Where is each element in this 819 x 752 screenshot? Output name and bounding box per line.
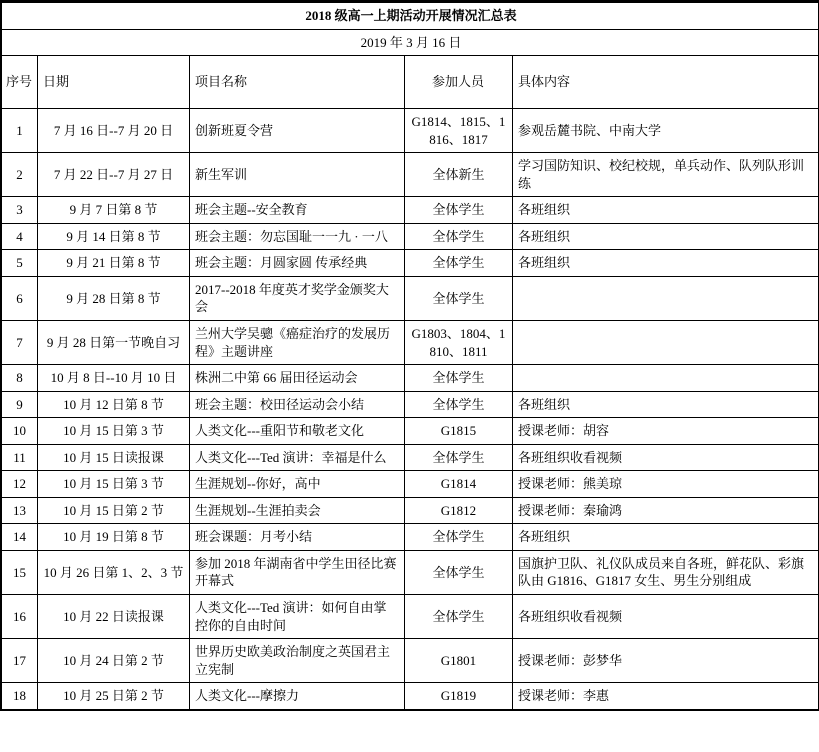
cell-detail: 授课老师：胡容 <box>513 418 819 445</box>
table-row <box>2 223 819 250</box>
cell-people: 全体学生 <box>405 444 513 471</box>
cell-num: 12 <box>2 471 38 498</box>
column-header-people: 参加人员 <box>405 56 513 109</box>
cell-date: 7 月 16 日--7 月 20 日 <box>38 109 190 153</box>
cell-project: 新生军训 <box>190 153 405 197</box>
cell-date: 10 月 15 日第 3 节 <box>38 418 190 445</box>
cell-date: 10 月 12 日第 8 节 <box>38 391 190 418</box>
cell-date: 7 月 22 日--7 月 27 日 <box>38 153 190 197</box>
cell-people: G1812 <box>405 497 513 524</box>
cell-people: 全体学生 <box>405 391 513 418</box>
cell-date: 10 月 15 日读报课 <box>38 444 190 471</box>
table-row <box>2 418 819 445</box>
cell-detail: 授课老师：李惠 <box>513 683 819 710</box>
cell-num: 9 <box>2 391 38 418</box>
cell-detail <box>513 276 819 320</box>
cell-people: G1801 <box>405 639 513 683</box>
cell-detail <box>513 365 819 392</box>
cell-num: 2 <box>2 153 38 197</box>
table-body <box>2 3 819 710</box>
cell-date: 10 月 22 日读报课 <box>38 595 190 639</box>
cell-detail: 国旗护卫队、礼仪队成员来自各班，鲜花队、彩旗队由 G1816、G1817 女生、男生分别组成 <box>513 550 819 594</box>
table-row <box>2 109 819 153</box>
cell-people: 全体学生 <box>405 365 513 392</box>
cell-num: 16 <box>2 595 38 639</box>
cell-project: 兰州大学吴骢《癌症治疗的发展历程》主题讲座 <box>190 321 405 365</box>
cell-project: 世界历史欧美政治制度之英国君主立宪制 <box>190 639 405 683</box>
cell-project: 人类文化---Ted 演讲：幸福是什么 <box>190 444 405 471</box>
cell-project: 人类文化---摩擦力 <box>190 683 405 710</box>
column-header-date: 日期 <box>38 56 190 109</box>
cell-detail: 授课老师：熊美琼 <box>513 471 819 498</box>
cell-project: 生涯规划--生涯拍卖会 <box>190 497 405 524</box>
cell-project: 参加 2018 年湖南省中学生田径比赛开幕式 <box>190 550 405 594</box>
cell-project: 株洲二中第 66 届田径运动会 <box>190 365 405 392</box>
activity-table <box>1 2 819 710</box>
table-row <box>2 365 819 392</box>
cell-project: 班会主题：勿忘国耻一一九 · 一八 <box>190 223 405 250</box>
cell-detail: 各班组织 <box>513 524 819 551</box>
cell-project: 人类文化---重阳节和敬老文化 <box>190 418 405 445</box>
cell-detail: 各班组织 <box>513 223 819 250</box>
table-row <box>2 524 819 551</box>
column-header-project: 项目名称 <box>190 56 405 109</box>
table-row <box>2 595 819 639</box>
cell-detail: 授课老师：彭梦华 <box>513 639 819 683</box>
cell-num: 10 <box>2 418 38 445</box>
cell-project: 创新班夏令营 <box>190 109 405 153</box>
cell-detail: 学习国防知识、校纪校规，单兵动作、队列队形训练 <box>513 153 819 197</box>
cell-detail: 授课老师：秦瑜鸿 <box>513 497 819 524</box>
document-date: 2019 年 3 月 16 日 <box>2 29 819 56</box>
cell-date: 10 月 24 日第 2 节 <box>38 639 190 683</box>
cell-num: 6 <box>2 276 38 320</box>
title-row <box>2 3 819 30</box>
table-row <box>2 639 819 683</box>
cell-project: 班会课题：月考小结 <box>190 524 405 551</box>
cell-people: 全体学生 <box>405 595 513 639</box>
cell-num: 4 <box>2 223 38 250</box>
table-row <box>2 276 819 320</box>
table-header-row <box>2 56 819 109</box>
cell-project: 班会主题--安全教育 <box>190 197 405 224</box>
table-row <box>2 250 819 277</box>
cell-people: 全体学生 <box>405 223 513 250</box>
cell-date: 10 月 25 日第 2 节 <box>38 683 190 710</box>
cell-date: 10 月 26 日第 1、2、3 节 <box>38 550 190 594</box>
cell-people: G1814、1815、1816、1817 <box>405 109 513 153</box>
cell-detail: 各班组织收看视频 <box>513 595 819 639</box>
cell-detail: 各班组织 <box>513 250 819 277</box>
cell-project: 班会主题：校田径运动会小结 <box>190 391 405 418</box>
cell-people: 全体学生 <box>405 197 513 224</box>
cell-num: 14 <box>2 524 38 551</box>
cell-detail <box>513 321 819 365</box>
table-row <box>2 321 819 365</box>
cell-date: 10 月 8 日--10 月 10 日 <box>38 365 190 392</box>
cell-date: 9 月 28 日第一节晚自习 <box>38 321 190 365</box>
cell-detail: 各班组织 <box>513 197 819 224</box>
cell-num: 18 <box>2 683 38 710</box>
table-row <box>2 444 819 471</box>
cell-detail: 各班组织收看视频 <box>513 444 819 471</box>
table-row <box>2 391 819 418</box>
cell-num: 17 <box>2 639 38 683</box>
column-header-num: 序号 <box>2 56 38 109</box>
cell-project: 人类文化---Ted 演讲：如何自由掌控你的自由时间 <box>190 595 405 639</box>
cell-people: G1819 <box>405 683 513 710</box>
table-row <box>2 497 819 524</box>
cell-date: 10 月 19 日第 8 节 <box>38 524 190 551</box>
cell-date: 10 月 15 日第 2 节 <box>38 497 190 524</box>
cell-detail: 参观岳麓书院、中南大学 <box>513 109 819 153</box>
table-row <box>2 197 819 224</box>
cell-date: 9 月 21 日第 8 节 <box>38 250 190 277</box>
cell-num: 8 <box>2 365 38 392</box>
table-row <box>2 471 819 498</box>
cell-people: G1814 <box>405 471 513 498</box>
table-row <box>2 550 819 594</box>
cell-people: 全体学生 <box>405 250 513 277</box>
cell-project: 生涯规划--你好，高中 <box>190 471 405 498</box>
cell-date: 9 月 28 日第 8 节 <box>38 276 190 320</box>
cell-date: 9 月 14 日第 8 节 <box>38 223 190 250</box>
cell-num: 11 <box>2 444 38 471</box>
cell-num: 3 <box>2 197 38 224</box>
cell-project: 班会主题：月圆家圆 传承经典 <box>190 250 405 277</box>
page-title: 2018 级高一上期活动开展情况汇总表 <box>2 3 819 30</box>
cell-project: 2017--2018 年度英才奖学金颁奖大会 <box>190 276 405 320</box>
cell-date: 10 月 15 日第 3 节 <box>38 471 190 498</box>
cell-num: 1 <box>2 109 38 153</box>
cell-people: 全体学生 <box>405 524 513 551</box>
cell-people: G1803、1804、1810、1811 <box>405 321 513 365</box>
column-header-detail: 具体内容 <box>513 56 819 109</box>
cell-people: 全体新生 <box>405 153 513 197</box>
date-row <box>2 29 819 56</box>
cell-num: 13 <box>2 497 38 524</box>
cell-num: 5 <box>2 250 38 277</box>
table-row <box>2 683 819 710</box>
cell-people: 全体学生 <box>405 550 513 594</box>
table-row <box>2 153 819 197</box>
cell-people: 全体学生 <box>405 276 513 320</box>
cell-date: 9 月 7 日第 8 节 <box>38 197 190 224</box>
cell-num: 15 <box>2 550 38 594</box>
cell-people: G1815 <box>405 418 513 445</box>
cell-detail: 各班组织 <box>513 391 819 418</box>
cell-num: 7 <box>2 321 38 365</box>
